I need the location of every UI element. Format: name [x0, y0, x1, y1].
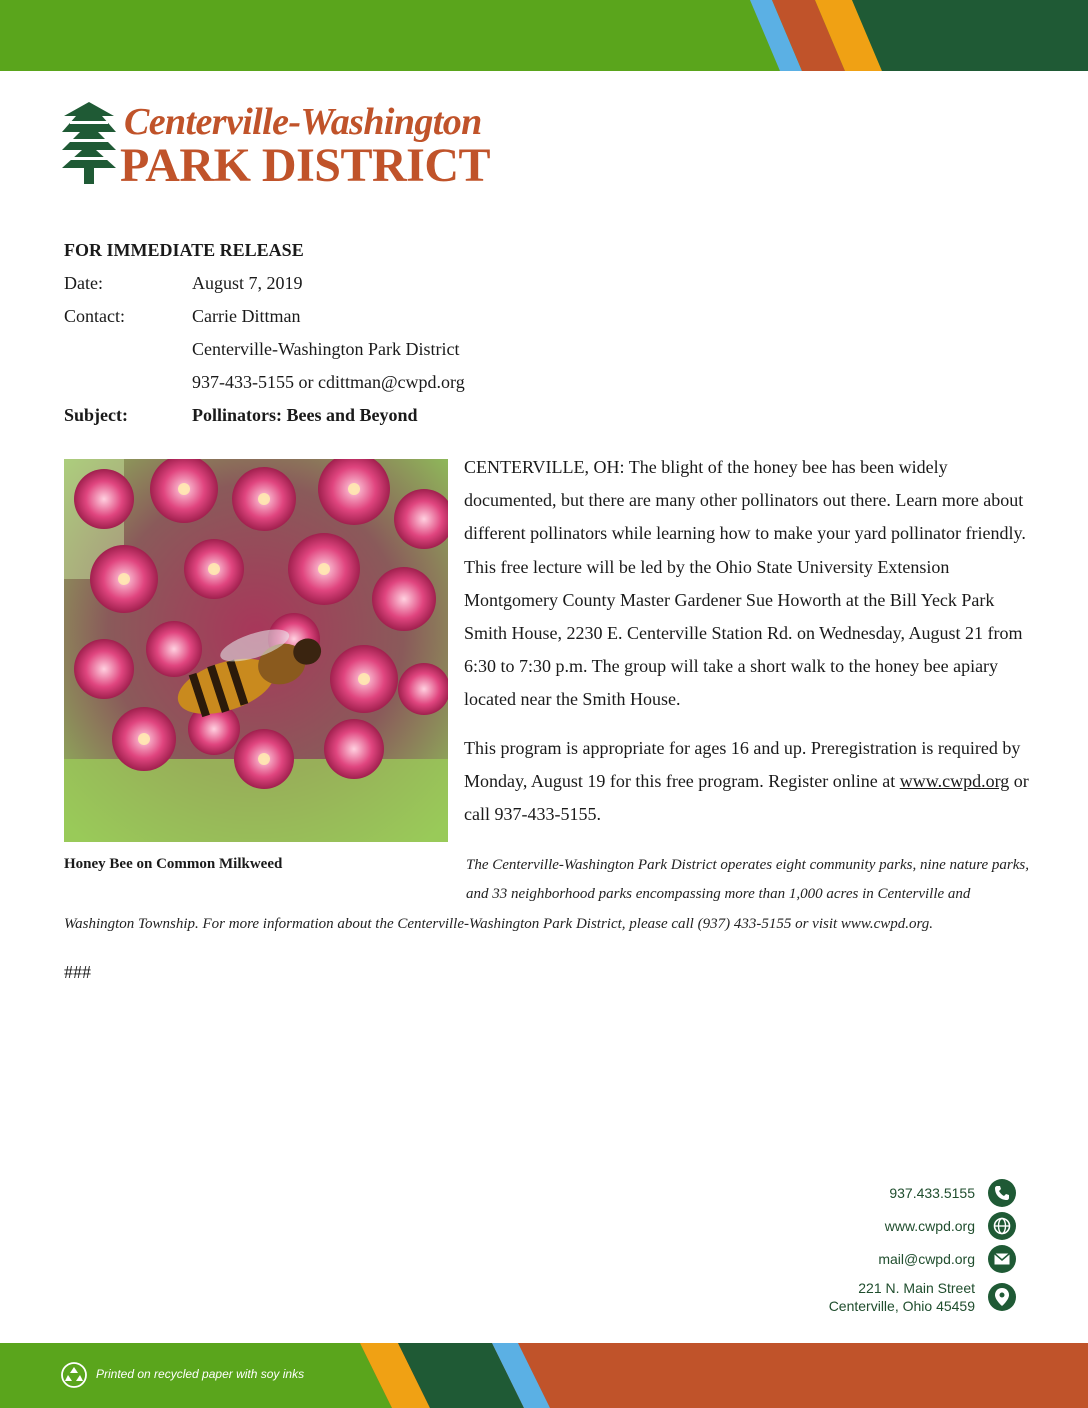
subject-value: Pollinators: Bees and Beyond — [192, 405, 418, 425]
boilerplate-line-1: The Centerville-Washington Park District operates eight community parks, nine nature parks, — [466, 857, 1029, 873]
recycle-icon — [60, 1361, 88, 1389]
contact-name: Carrie Dittman — [192, 306, 301, 326]
logo — [58, 100, 518, 192]
date-value: August 7, 2019 — [192, 273, 303, 293]
logo-text-line2: PARK DISTRICT — [120, 139, 490, 192]
location-pin-icon — [988, 1283, 1016, 1311]
address-line-1: 221 N. Main Street — [858, 1280, 975, 1296]
end-mark: ### — [64, 962, 91, 982]
contact-label: Contact: — [64, 306, 125, 326]
paragraph-text: CENTERVILLE, OH: The blight of the honey bee has been widely documented, but there are many other pollinators out there. Learn more about different pollinators while learning how to make your yard pollinator friendly. This free lecture will be led by the Ohio State University Extension Montgomery County Master Gardener Sue Howorth at the Bill Yeck Park Smith House, 2230 E. Centerville Station Rd. on Wednesday, August 21 from 6:30 to 7:30 p.m. The group will take a short walk to the honey bee apiary located near the Smith House. — [464, 457, 1026, 710]
contact-phone — [889, 1177, 1016, 1209]
phone-icon — [988, 1179, 1016, 1207]
globe-icon — [988, 1212, 1016, 1240]
contact-web — [885, 1210, 1016, 1242]
paragraph-text: This program is appropriate for ages 16 and up. Preregistration is required by Monday, August 19 for this free program. Register online at — [464, 738, 1021, 792]
boilerplate-line-2: and 33 neighborhood parks encompassing more than 1,000 acres in Centerville and — [466, 886, 971, 902]
boilerplate-line-3: Washington Township. For more information about the Centerville-Washington Park District, please call (937) 433-5155 or visit www.cwpd.org. — [64, 916, 934, 932]
pine-tree-icon — [58, 102, 120, 184]
release-heading: FOR IMMEDIATE RELEASE — [64, 240, 304, 260]
contact-address — [829, 1280, 1016, 1314]
date-label: Date: — [64, 273, 103, 293]
email-text[interactable]: mail@cwpd.org — [878, 1251, 975, 1267]
bee-photo — [64, 459, 448, 842]
contact-org: Centerville-Washington Park District — [192, 339, 460, 359]
paragraph-tail: or call 937-433-5155. — [464, 771, 1029, 825]
web-text[interactable]: www.cwpd.org — [884, 1218, 975, 1234]
address-text — [829, 1279, 975, 1315]
address-line-2: Centerville, Ohio 45459 — [828, 1298, 975, 1314]
recycled-paper-note: Printed on recycled paper with soy inks — [96, 1367, 305, 1381]
phone-text: 937.433.5155 — [889, 1185, 975, 1201]
top-banner — [0, 0, 1088, 71]
logo-text-line1: Centerville-Washington — [124, 101, 482, 143]
subject-label: Subject: — [64, 405, 128, 425]
body-paragraph-1 — [464, 451, 1034, 717]
website-link[interactable]: www.cwpd.org — [899, 771, 1010, 792]
body-paragraph-2 — [464, 732, 1034, 832]
photo-caption: Honey Bee on Common Milkweed — [64, 856, 283, 872]
mail-icon — [988, 1245, 1016, 1273]
contact-email — [878, 1243, 1016, 1275]
contact-info: 937-433-5155 or cdittman@cwpd.org — [192, 372, 465, 392]
